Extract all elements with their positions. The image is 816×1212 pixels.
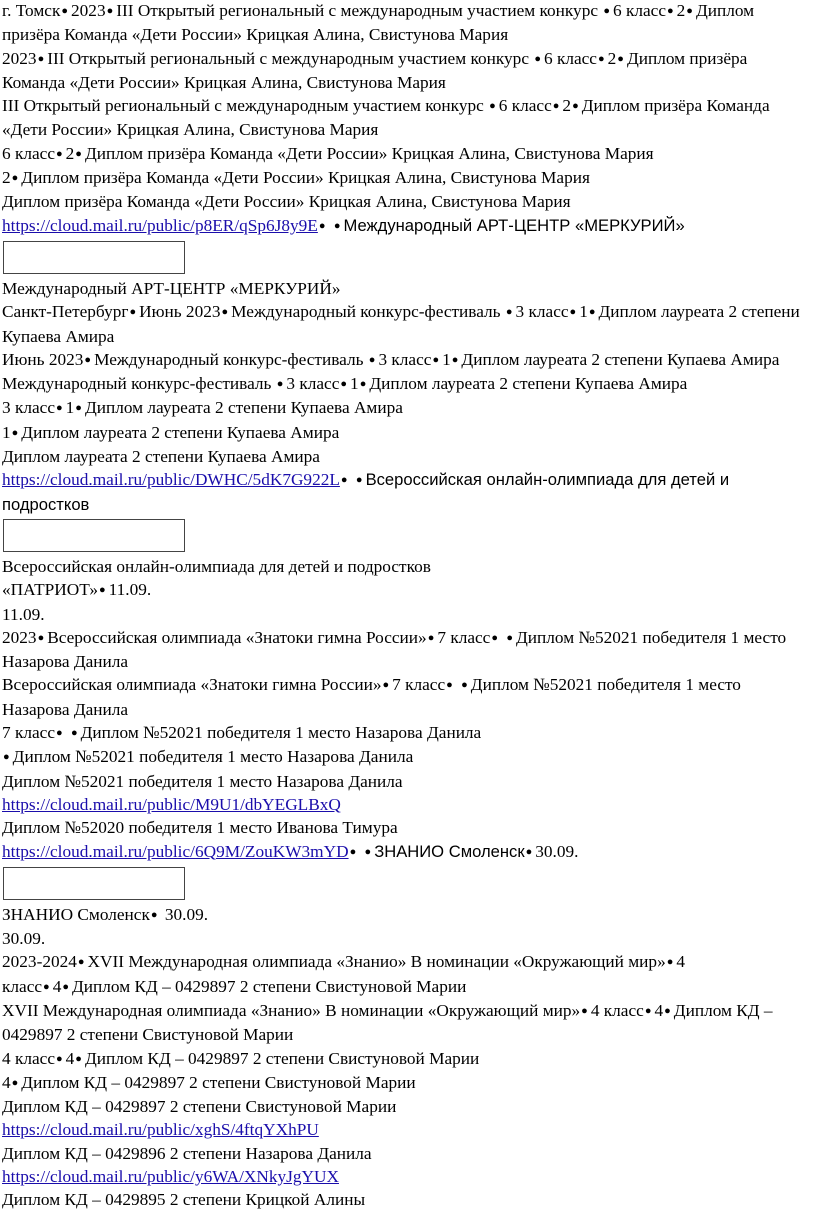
bullet-icon — [77, 952, 88, 971]
bullet-icon — [355, 470, 366, 489]
bullet-icon — [451, 350, 462, 369]
bullet-icon — [55, 723, 66, 742]
bullet-icon — [552, 96, 563, 115]
bullet-icon — [340, 470, 351, 489]
bullet-icon — [666, 1, 677, 20]
text-line: Диплом №52021 победителя 1 место Назарова Данила — [2, 771, 403, 791]
bullet-icon — [55, 398, 66, 417]
bullet-icon — [602, 1, 613, 20]
cloud-link[interactable]: https://cloud.mail.ru/public/p8ER/qSp6J8y9E — [2, 215, 318, 235]
bullet-icon — [364, 842, 375, 861]
text-line: ● Диплом №52021 победителя 1 место Назарова Данила — [2, 745, 808, 769]
text-line: 4 класс● 4● Диплом КД – 0429897 2 степени Свистуновой Марии — [2, 1047, 808, 1071]
cloud-link[interactable]: https://cloud.mail.ru/public/DWHC/5dK7G922L — [2, 470, 340, 490]
bullet-icon — [588, 302, 599, 321]
bullet-icon — [597, 49, 608, 68]
bullet-icon — [37, 628, 48, 647]
bullet-icon — [533, 49, 544, 68]
bullet-icon — [359, 374, 370, 393]
section-title: ЗНАНИО Смоленск● 30.09. — [2, 903, 808, 927]
text-line: Диплом лауреата 2 степени Купаева Амира — [2, 447, 320, 467]
text-line: 30.09. — [2, 929, 46, 949]
bullet-icon — [333, 216, 344, 235]
bullet-icon — [569, 302, 580, 321]
text-line: 1● Диплом лауреата 2 степени Купаева Амира — [2, 421, 808, 445]
text-line: Диплом КД – 0429897 2 степени Свистуновой Марии — [2, 1097, 397, 1117]
bullet-icon — [571, 96, 582, 115]
bullet-icon — [60, 1, 71, 20]
text-line: Международный конкурс-фестиваль ● 3 класс● 1● Диплом лауреата 2 степени Купаева Амира — [2, 372, 808, 396]
text-line: Диплом призёра Команда «Дети России» Крицкая Алина, Свистунова Мария — [2, 192, 571, 212]
text-line: 11.09. — [2, 604, 45, 624]
text-line: Диплом КД – 0429895 2 степени Крицкой Алины — [2, 1190, 366, 1210]
bullet-icon — [490, 628, 501, 647]
section-title: Всероссийская онлайн-олимпиада для детей и подростков — [2, 556, 431, 576]
bullet-icon — [339, 374, 350, 393]
text-line: 2023● Всероссийская олимпиада «Знатоки гимна России»● 7 класс● ● Диплом №52021 победителя 1 место Назарова Данила — [2, 626, 808, 674]
bullet-icon — [427, 628, 438, 647]
text-line: XVII Международная олимпиада «Знанио» В номинации «Окружающий мир»● 4 класс● 4● Диплом КД – 0429897 2 степени Свистуновой Марии — [2, 999, 808, 1047]
bullet-icon — [318, 216, 329, 235]
text-line: 2023● III Открытый региональный с международным участием конкурс ● 6 класс● 2● Диплом призёра Команда «Дети России» Крицкая Алина, Свистунова Мария — [2, 47, 808, 95]
text-line: Диплом КД – 0429896 2 степени Назарова Данила — [2, 1143, 372, 1163]
bullet-icon — [37, 49, 48, 68]
section-title: Международный АРТ-ЦЕНТР «МЕРКУРИЙ» — [2, 278, 341, 298]
bullet-icon — [644, 1001, 655, 1020]
bullet-icon — [61, 977, 72, 996]
cloud-link[interactable]: https://cloud.mail.ru/public/xghS/4ftqYXhPU — [2, 1120, 319, 1140]
link-line — [2, 793, 808, 816]
bullet-icon — [525, 842, 536, 861]
bullet-icon — [445, 675, 456, 694]
bullet-icon — [616, 49, 627, 68]
image-placeholder — [3, 241, 185, 274]
text-line: Диплом №52020 победителя 1 место Иванова Тимура — [2, 818, 398, 838]
bullet-icon — [685, 1, 696, 20]
bullet-icon — [150, 905, 161, 924]
text-line: Санкт-Петербург● Июнь 2023● Международный конкурс-фестиваль ● 3 класс● 1● Диплом лауреата 2 степени Купаева Амира — [2, 300, 808, 348]
image-placeholder — [3, 867, 185, 900]
cloud-link[interactable]: https://cloud.mail.ru/public/6Q9M/ZouKW3mYD — [2, 841, 349, 861]
bullet-icon — [55, 1049, 66, 1068]
text-line: 6 класс● 2● Диплом призёра Команда «Дети России» Крицкая Алина, Свистунова Мария — [2, 142, 808, 166]
bullet-icon — [83, 350, 94, 369]
bullet-icon — [98, 580, 109, 599]
link-line: https://cloud.mail.ru/public/6Q9M/ZouKW3mYD● ● ЗНАНИО Смоленск● 30.09. — [2, 840, 808, 864]
bullet-icon — [106, 1, 117, 20]
text-line: III Открытый региональный с международным участием конкурс ● 6 класс● 2● Диплом призёра Команда «Дети России» Крицкая Алина, Свистунова Мария — [2, 94, 808, 142]
text-line: 2023-2024● XVII Международная олимпиада «Знанио» В номинации «Окружающий мир»● 4 класс● 4● Диплом КД – 0429897 2 степени Свистуновой Марии — [2, 950, 808, 999]
text-line: 7 класс● ● Диплом №52021 победителя 1 место Назарова Данила — [2, 721, 808, 745]
cloud-link[interactable]: https://cloud.mail.ru/public/M9U1/dbYEGLBxQ — [2, 794, 341, 814]
link-line — [2, 1118, 808, 1141]
bullet-icon — [276, 374, 287, 393]
text-line: «ПАТРИОТ»● 11.09. — [2, 578, 808, 602]
bullet-icon — [11, 1073, 22, 1092]
document-page — [2, 0, 808, 1212]
bullet-icon — [74, 1049, 85, 1068]
bullet-icon — [2, 747, 13, 766]
bullet-icon — [381, 675, 392, 694]
text-line: 4● Диплом КД – 0429897 2 степени Свистуновой Марии — [2, 1071, 808, 1095]
bullet-icon — [128, 302, 139, 321]
bullet-icon — [368, 350, 379, 369]
bullet-icon — [505, 302, 516, 321]
image-placeholder — [3, 519, 185, 552]
text-line: 3 класс● 1● Диплом лауреата 2 степени Купаева Амира — [2, 396, 808, 420]
link-line: https://cloud.mail.ru/public/p8ER/qSp6J8y9E● ● Международный АРТ-ЦЕНТР «МЕРКУРИЙ» — [2, 214, 808, 238]
text-line: Всероссийская олимпиада «Знатоки гимна России»● 7 класс● ● Диплом №52021 победителя 1 место Назарова Данила — [2, 673, 808, 721]
bullet-icon — [221, 302, 232, 321]
bullet-icon — [666, 952, 677, 971]
bullet-icon — [349, 842, 360, 861]
bullet-icon — [70, 723, 81, 742]
bullet-icon — [505, 628, 516, 647]
bullet-icon — [42, 977, 53, 996]
cloud-link[interactable]: https://cloud.mail.ru/public/y6WA/XNkyJgYUX — [2, 1167, 339, 1187]
bullet-icon — [488, 96, 499, 115]
bullet-icon — [11, 423, 22, 442]
bullet-icon — [431, 350, 442, 369]
text-line: 2● Диплом призёра Команда «Дети России» Крицкая Алина, Свистунова Мария — [2, 166, 808, 190]
link-line — [2, 1165, 808, 1188]
bullet-icon — [74, 144, 85, 163]
text-line: г. Томск● 2023● III Открытый региональный с международным участием конкурс ● 6 класс● 2● Диплом призёра Команда «Дети России» Крицкая Алина, Свистунова Мария — [2, 0, 808, 47]
bullet-icon — [460, 675, 471, 694]
bullet-icon — [663, 1001, 674, 1020]
bullet-icon — [55, 144, 66, 163]
text-line: Июнь 2023● Международный конкурс-фестиваль ● 3 класс● 1● Диплом лауреата 2 степени Купаева Амира — [2, 348, 808, 372]
bullet-icon — [11, 168, 22, 187]
bullet-icon — [74, 398, 85, 417]
link-line: https://cloud.mail.ru/public/DWHC/5dK7G922L● ● Всероссийская онлайн-олимпиада для детей и подростков — [2, 468, 808, 516]
bullet-icon — [580, 1001, 591, 1020]
